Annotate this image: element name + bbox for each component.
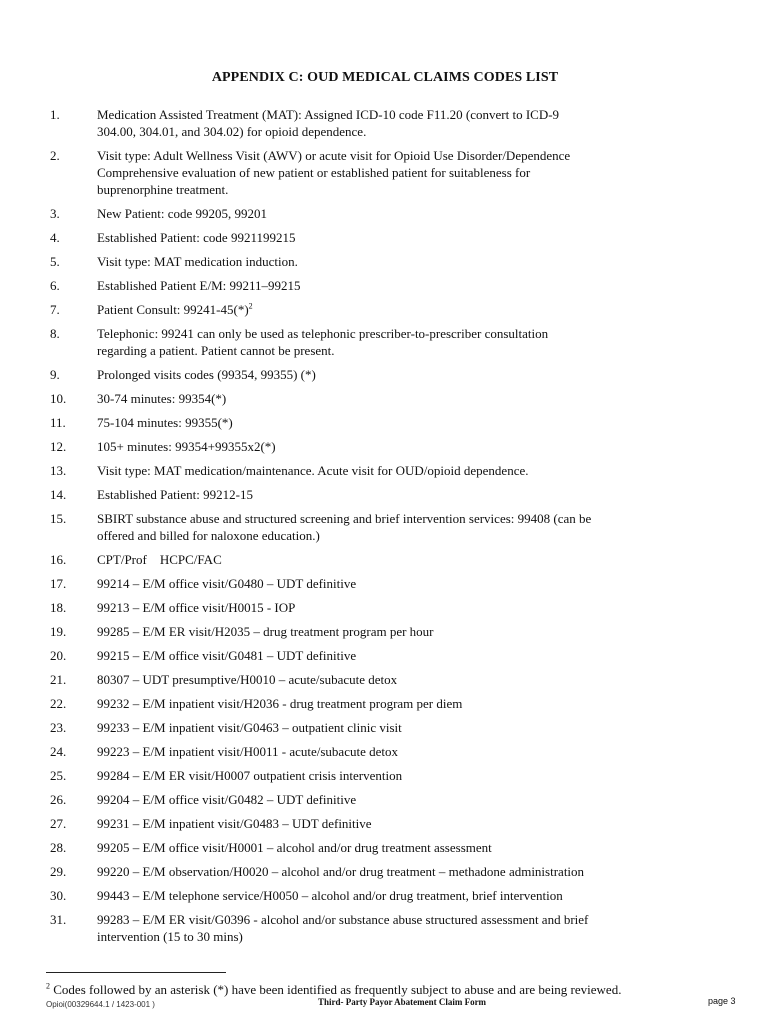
list-item	[50, 719, 650, 736]
list-item-content: 99232 – E/M inpatient visit/H2036 - drug treatment program per diem	[97, 696, 463, 711]
list-item-content: Visit type: MAT medication induction.	[97, 254, 298, 269]
list-item	[50, 911, 650, 945]
list-item-number: 16.	[50, 552, 67, 567]
list-item-text	[97, 815, 650, 832]
list-item-number: 31.	[50, 912, 67, 927]
list-item-content: Visit type: MAT medication/maintenance. Acute visit for OUD/opioid dependence.	[97, 463, 529, 478]
list-item	[50, 301, 650, 318]
list-item	[50, 647, 650, 664]
list-item	[50, 510, 650, 544]
list-item-content: SBIRT substance abuse and structured screening and brief intervention services: 99408 (can be offered and billed for naloxone education.)	[97, 511, 592, 543]
list-item-text	[97, 229, 650, 246]
list-item-number: 12.	[50, 439, 67, 454]
list-item	[50, 147, 650, 198]
list-item-number: 11.	[50, 415, 66, 430]
list-item-number: 29.	[50, 864, 67, 879]
list-item-content: 99204 – E/M office visit/G0482 – UDT definitive	[97, 792, 357, 807]
footnote-marker: 2	[46, 981, 50, 991]
list-item-number: 3.	[50, 206, 60, 221]
list-item-content: Patient Consult: 99241-45(*)	[97, 302, 249, 317]
list-item-text	[97, 390, 650, 407]
list-item-number: 15.	[50, 511, 67, 526]
list-item-content: 99285 – E/M ER visit/H2035 – drug treatment program per hour	[97, 624, 434, 639]
list-item	[50, 863, 650, 880]
list-item-number: 21.	[50, 672, 67, 687]
list-item-text	[97, 438, 650, 455]
list-item	[50, 205, 650, 222]
list-item	[50, 815, 650, 832]
list-item-content: CPT/Prof HCPC/FAC	[97, 552, 222, 567]
list-item-content: Prolonged visits codes (99354, 99355) (*)	[97, 367, 316, 382]
list-item	[50, 575, 650, 592]
page-title: APPENDIX C: OUD MEDICAL CLAIMS CODES LIST	[211, 70, 559, 85]
list-item	[50, 229, 650, 246]
list-item-content: 99223 – E/M inpatient visit/H0011 - acute/subacute detox	[97, 744, 398, 759]
list-item-number: 2.	[50, 148, 60, 163]
list-item-number: 30.	[50, 888, 67, 903]
list-item	[50, 462, 650, 479]
list-item-number: 8.	[50, 326, 60, 341]
list-item-text	[97, 106, 650, 140]
footnote-divider	[46, 972, 226, 973]
list-item-number: 5.	[50, 254, 60, 269]
list-item-text	[97, 671, 650, 688]
list-item-text	[97, 253, 650, 270]
list-item-content: 105+ minutes: 99354+99355x2(*)	[97, 439, 276, 454]
list-item-text	[97, 863, 650, 880]
list-item-content: Established Patient: 99212-15	[97, 487, 253, 502]
list-item-text	[97, 599, 650, 616]
list-item	[50, 599, 650, 616]
list-item-text	[97, 462, 650, 479]
list-item	[50, 791, 650, 808]
list-item-text	[97, 911, 650, 945]
list-item-number: 1.	[50, 107, 60, 122]
claims-codes-list	[50, 106, 650, 952]
list-item-content: Medication Assisted Treatment (MAT): Assigned ICD-10 code F11.20 (convert to ICD-9 304.00, 304.01, and 304.02) for opioid dependence.	[97, 107, 560, 139]
list-item-number: 22.	[50, 696, 67, 711]
list-item-text	[97, 623, 650, 640]
list-item	[50, 551, 650, 568]
list-item-text	[97, 551, 650, 568]
list-item	[50, 767, 650, 784]
list-item-content: 99233 – E/M inpatient visit/G0463 – outpatient clinic visit	[97, 720, 402, 735]
list-item-number: 25.	[50, 768, 67, 783]
list-item-text	[97, 414, 650, 431]
list-item-number: 6.	[50, 278, 60, 293]
list-item	[50, 695, 650, 712]
list-item-content: 99443 – E/M telephone service/H0050 – alcohol and/or drug treatment, brief intervention	[97, 888, 563, 903]
list-item	[50, 839, 650, 856]
list-item-number: 24.	[50, 744, 67, 759]
list-item-number: 14.	[50, 487, 67, 502]
list-item	[50, 438, 650, 455]
list-item-text	[97, 575, 650, 592]
list-item-content: 80307 – UDT presumptive/H0010 – acute/subacute detox	[97, 672, 398, 687]
list-item-content: 30-74 minutes: 99354(*)	[97, 391, 227, 406]
list-item	[50, 277, 650, 294]
list-item	[50, 486, 650, 503]
list-item-number: 4.	[50, 230, 60, 245]
list-item	[50, 887, 650, 904]
list-item-content: 99283 – E/M ER visit/G0396 - alcohol and/or substance abuse structured assessment and brief intervention (15 to 30 mins)	[97, 912, 589, 944]
footnote	[46, 982, 726, 998]
list-item-content: Established Patient E/M: 99211–99215	[97, 278, 301, 293]
list-item-content: 99220 – E/M observation/H0020 – alcohol and/or drug treatment – methadone administration	[97, 864, 585, 879]
list-item-number: 18.	[50, 600, 67, 615]
list-item	[50, 414, 650, 431]
list-item-number: 7.	[50, 302, 60, 317]
list-item-content: Telephonic: 99241 can only be used as telephonic prescriber-to-prescriber consultation regarding a patient. Patient cannot be present.	[97, 326, 549, 358]
list-item-number: 9.	[50, 367, 60, 382]
list-item-text	[97, 791, 650, 808]
footnote-reference: 2	[248, 301, 253, 311]
list-item-content: 75-104 minutes: 99355(*)	[97, 415, 233, 430]
list-item-text	[97, 366, 650, 383]
list-item	[50, 366, 650, 383]
list-item-number: 17.	[50, 576, 67, 591]
list-item-text	[97, 743, 650, 760]
list-item-number: 26.	[50, 792, 67, 807]
list-item-number: 13.	[50, 463, 67, 478]
list-item-text	[97, 887, 650, 904]
list-item	[50, 671, 650, 688]
list-item-text	[97, 301, 650, 318]
footnote-text: Codes followed by an asterisk (*) have been identified as frequently subject to abuse and are being reviewed.	[50, 982, 622, 997]
list-item-text	[97, 510, 650, 544]
list-item-content: Established Patient: code 9921199215	[97, 230, 296, 245]
page-number: page 3	[708, 996, 736, 1006]
list-item-content: Visit type: Adult Wellness Visit (AWV) or acute visit for Opioid Use Disorder/Dependence Comprehensive evaluation of new patient or established patient for suitableness for buprenorphine treatment.	[97, 148, 571, 197]
list-item-content: 99215 – E/M office visit/G0481 – UDT definitive	[97, 648, 357, 663]
form-name: Third- Party Payor Abatement Claim Form	[318, 997, 487, 1007]
list-item-content: New Patient: code 99205, 99201	[97, 206, 268, 221]
list-item-text	[97, 719, 650, 736]
list-item	[50, 253, 650, 270]
list-item-number: 27.	[50, 816, 67, 831]
list-item-number: 10.	[50, 391, 67, 406]
list-item-text	[97, 767, 650, 784]
list-item	[50, 390, 650, 407]
list-item-content: 99213 – E/M office visit/H0015 - IOP	[97, 600, 296, 615]
list-item	[50, 106, 650, 140]
list-item-content: 99231 – E/M inpatient visit/G0483 – UDT definitive	[97, 816, 372, 831]
list-item-text	[97, 486, 650, 503]
list-item-number: 19.	[50, 624, 67, 639]
list-item	[50, 325, 650, 359]
list-item-content: 99214 – E/M office visit/G0480 – UDT definitive	[97, 576, 357, 591]
list-item-text	[97, 205, 650, 222]
list-item	[50, 623, 650, 640]
list-item-number: 23.	[50, 720, 67, 735]
list-item-text	[97, 277, 650, 294]
list-item-text	[97, 147, 650, 198]
list-item-text	[97, 695, 650, 712]
list-item-number: 20.	[50, 648, 67, 663]
list-item-content: 99284 – E/M ER visit/H0007 outpatient crisis intervention	[97, 768, 403, 783]
list-item-text	[97, 839, 650, 856]
list-item-content: 99205 – E/M office visit/H0001 – alcohol and/or drug treatment assessment	[97, 840, 492, 855]
document-id: Opioi(00329644.1 / 1423-001 )	[46, 1000, 155, 1009]
list-item-number: 28.	[50, 840, 67, 855]
list-item	[50, 743, 650, 760]
list-item-text	[97, 647, 650, 664]
list-item-text	[97, 325, 650, 359]
